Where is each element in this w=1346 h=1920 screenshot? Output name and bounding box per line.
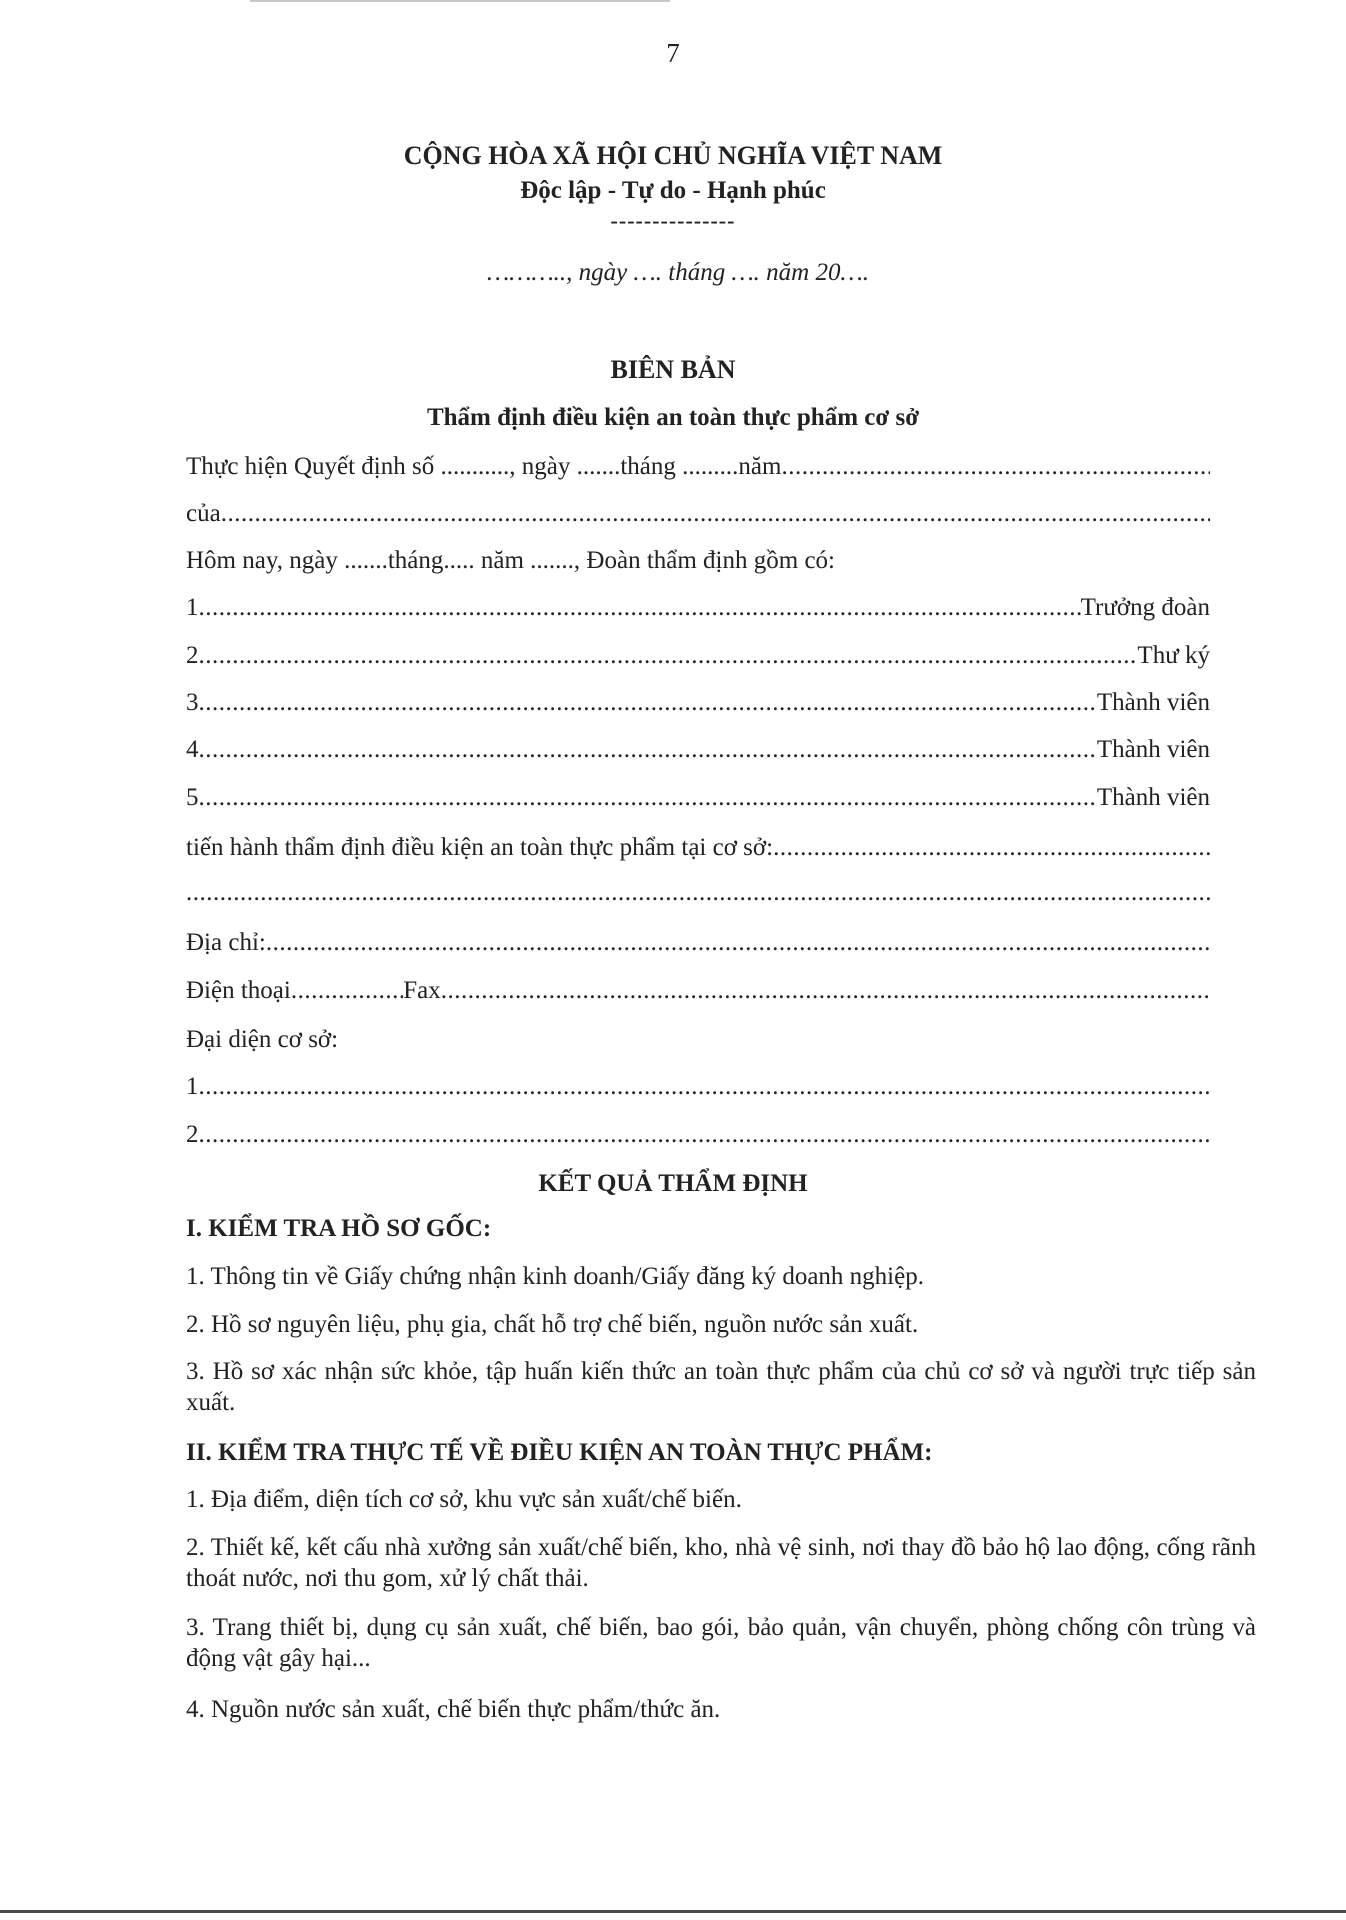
phone-label: Điện thoại	[186, 977, 291, 1004]
address-line	[186, 928, 1210, 958]
member-number: 3	[186, 689, 199, 716]
issuer-line	[186, 499, 1210, 529]
member-role: Thành viên	[1096, 736, 1210, 763]
rep-label: Đại diện cơ sở:	[186, 1026, 339, 1053]
decision-day-blank: .......	[576, 453, 621, 480]
member-row	[186, 593, 1210, 623]
facility-line	[186, 833, 1210, 863]
section2-item: 3. Trang thiết bị, dụng cụ sản xuất, chế biến, bao gói, bảo quản, vận chuyển, phòng chống côn trùng và động vật gây hại...	[186, 1614, 1256, 1672]
member-row	[186, 641, 1210, 671]
member-role: Thư ký	[1137, 642, 1210, 669]
rep-number: 2	[186, 1121, 199, 1148]
section2-item: 1. Địa điểm, diện tích cơ sở, khu vực sản xuất/chế biến.	[186, 1486, 742, 1513]
rep-number: 1	[186, 1073, 199, 1100]
member-role: Thành viên	[1096, 784, 1210, 811]
address-blank	[266, 928, 1210, 958]
facility-continuation-line	[186, 878, 1210, 908]
today-thang: tháng	[387, 547, 444, 574]
member-row	[186, 688, 1210, 718]
decision-prefix: Thực hiện Quyết định số	[186, 453, 435, 480]
today-day-blank: .......	[344, 547, 388, 574]
member-number: 4	[186, 736, 199, 763]
member-name-blank	[199, 735, 1097, 765]
section1-heading: I. KIỂM TRA HỒ SƠ GỐC:	[186, 1215, 492, 1242]
decision-line	[186, 452, 1210, 482]
section2-item: 2. Thiết kế, kết cấu nhà xưởng sản xuất/chế biến, kho, nhà vệ sinh, nơi thay đồ bảo hộ lao động, cống rãnh thoát nước, nơi thu gom, xử lý chất thải.	[186, 1534, 1256, 1592]
section2-heading: II. KIỂM TRA THỰC TẾ VỀ ĐIỀU KIỆN AN TOÀN THỰC PHẨM:	[186, 1439, 933, 1466]
today-suffix: , Đoàn thẩm định gồm có:	[573, 547, 835, 574]
section2-item: 4. Nguồn nước sản xuất, chế biến thực phẩm/thức ăn.	[186, 1696, 721, 1723]
decision-thang: tháng	[620, 453, 676, 480]
scan-artifact-line	[250, 0, 670, 2]
decision-ngay: , ngày	[509, 453, 571, 480]
decision-number-blank: ...........	[440, 453, 510, 480]
decision-year-blank	[781, 452, 1210, 482]
today-nam: năm	[480, 547, 524, 574]
facility-intro: tiến hành thẩm định điều kiện an toàn thực phẩm tại cơ sở:	[186, 834, 774, 861]
member-role: Trưởng đoàn	[1080, 594, 1210, 621]
member-role: Thành viên	[1096, 689, 1210, 716]
header-separator: ---------------	[610, 208, 736, 233]
section1-item: 2. Hồ sơ nguyên liệu, phụ gia, chất hỗ trợ chế biến, nguồn nước sản xuất.	[186, 1311, 919, 1338]
section1-item: 3. Hồ sơ xác nhận sức khỏe, tập huấn kiến thức an toàn thực phẩm của chủ cơ sở và người trực tiếp sản xuất.	[186, 1358, 1256, 1416]
scan-bottom-edge	[0, 1910, 1346, 1913]
rep-name-blank	[199, 1072, 1211, 1102]
member-row	[186, 735, 1210, 765]
issuer-blank	[221, 499, 1210, 529]
today-year-blank: .......	[530, 547, 574, 574]
member-name-blank	[199, 593, 1081, 623]
page-number: 7	[666, 38, 680, 68]
member-row	[186, 783, 1210, 813]
fax-label: Fax	[403, 977, 441, 1004]
nation-heading: CỘNG HÒA XÃ HỘI CHỦ NGHĨA VIỆT NAM	[403, 141, 943, 170]
rep-row	[186, 1120, 1210, 1150]
member-name-blank	[199, 688, 1097, 718]
member-number: 2	[186, 642, 199, 669]
address-label: Địa chỉ:	[186, 929, 266, 956]
date-line: ……….., ngày …. tháng …. năm 20….	[487, 259, 869, 286]
decision-nam: năm	[738, 453, 782, 480]
today-month-blank: .....	[443, 547, 475, 574]
facility-continuation-blank	[186, 878, 1210, 908]
rep-row	[186, 1072, 1210, 1102]
contact-line	[186, 976, 1210, 1006]
issuer-label: của	[186, 500, 221, 527]
document-title: BIÊN BẢN	[610, 355, 736, 384]
member-number: 5	[186, 784, 199, 811]
fax-blank	[441, 976, 1210, 1006]
member-name-blank	[199, 641, 1138, 671]
today-line	[186, 546, 1210, 576]
results-title: KẾT QUẢ THẨM ĐỊNH	[538, 1170, 808, 1197]
rep-name-blank	[199, 1120, 1211, 1150]
decision-month-blank: .........	[682, 453, 739, 480]
member-number: 1	[186, 594, 199, 621]
facility-name-blank	[773, 833, 1210, 863]
document-subtitle: Thẩm định điều kiện an toàn thực phẩm cơ sở	[426, 404, 920, 431]
today-prefix: Hôm nay, ngày	[186, 547, 338, 574]
member-name-blank	[199, 783, 1097, 813]
phone-blank	[291, 976, 403, 1006]
section1-item: 1. Thông tin về Giấy chứng nhận kinh doanh/Giấy đăng ký doanh nghiệp.	[186, 1263, 924, 1290]
motto: Độc lập - Tự do - Hạnh phúc	[520, 177, 826, 204]
